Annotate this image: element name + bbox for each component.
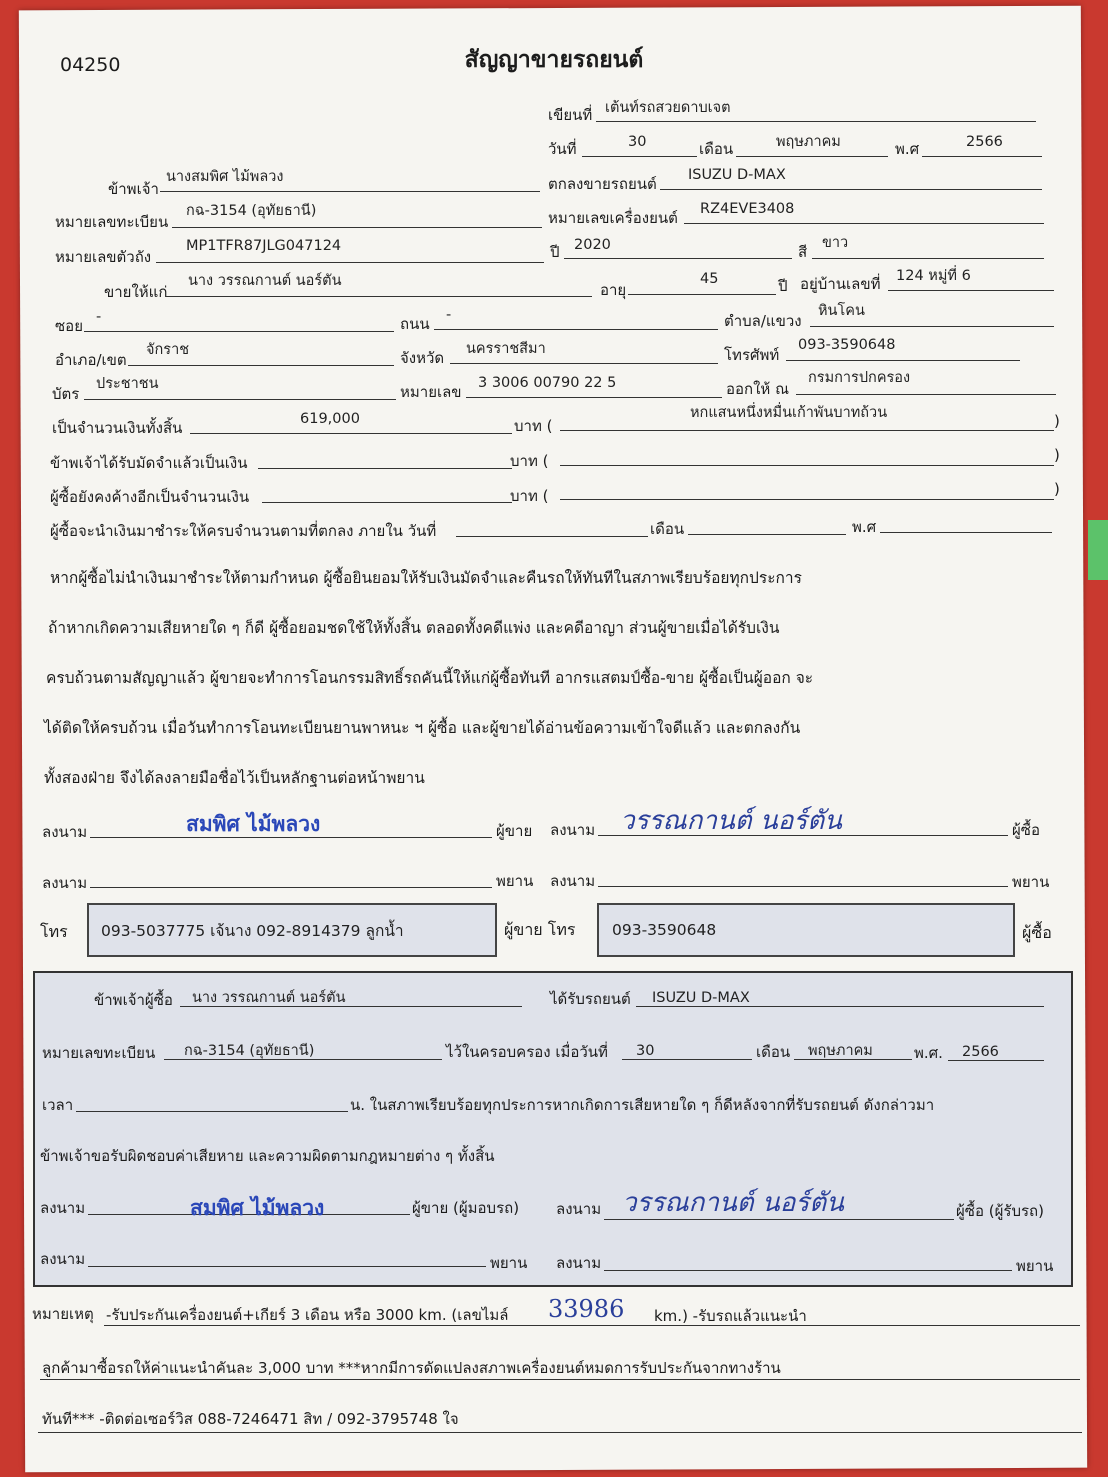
age-unit: ปี [778,277,788,295]
date-label: วันที่ [548,140,577,158]
date-day: 30 [628,134,647,150]
district-label: อำเภอ/เขต [55,351,127,369]
deposit-label: ข้าพเจ้าได้รับมัดจำแล้วเป็นเงิน [50,454,248,472]
remarks-line-3: ทันที*** -ติดต่อเซอร์วิส 088-7246471 สิท / 092-3795748 ใจ [42,1410,459,1428]
subdistrict-label: ตำบล/แขวง [724,312,802,330]
age-label: อายุ [600,281,627,299]
total-words: หกแสนหนึ่งหมื่นเก้าพันบาทถ้วน [690,405,888,421]
chassis-label: หมายเลขตัวถัง [55,248,152,266]
mileage-handwritten: 33986 [548,1295,625,1323]
written-at-value: เต้นท์รถสวยดาบเจต [605,100,731,116]
witness-2-role: พยาน [1012,873,1050,891]
car-model: ISUZU D-MAX [688,167,786,183]
due-month: เดือน [650,520,685,538]
subdistrict-value: หินโคน [818,303,865,319]
receipt-seller-signature: สมพิศ ไม้พลวง [190,1196,325,1220]
sign-label-buyer: ลงนาม [550,821,596,839]
color-label: สี [798,243,808,261]
card-no-value: 3 3006 00790 22 5 [478,375,617,391]
date-month: พฤษภาคม [776,134,841,150]
received-car-label: ได้รับรถยนต์ [550,990,631,1008]
witness-1-role: พยาน [496,872,534,890]
card-no-label: หมายเลข [400,383,462,401]
plate-label: หมายเลขทะเบียน [55,213,169,231]
total-label: เป็นจำนวนเงินทั้งสิ้น [52,419,183,437]
possess-year-label: พ.ศ. [914,1044,943,1062]
due-year: พ.ศ [852,518,877,536]
card-value: ประชาชน [96,376,159,392]
deposit-close: ) [1054,446,1060,464]
possess-month-label: เดือน [756,1043,791,1061]
soi-label: ซอย [55,317,83,335]
terms-line-2: ถ้าหากเกิดความเสียหายใด ๆ ก็ดี ผู้ซื้อยอมชดใช้ให้ทั้งสิ้น ตลอดทั้งคดีแพ่ง และคดีอาญา ส่วนผู้ขายเมื่อได้รับเงิน [48,619,780,637]
receipt-buyer-name: นาง วรรณกานต์ นอร์ตัน [192,990,346,1006]
remarks-label: หมายเหตุ [32,1305,94,1323]
soi-value: - [96,309,102,325]
model-year-label: ปี [550,243,560,261]
color-value: ขาว [822,235,849,251]
buyer-name: นาง วรรณกานต์ นอร์ตัน [188,273,342,289]
district-value: จักราช [146,342,190,358]
phone-value: 093-3590648 [798,337,896,353]
phone-row-label: โทร [40,922,68,941]
due-label: ผู้ซื้อจะนำเงินมาชำระให้ครบจำนวนตามที่ตกลง ภายใน วันที่ [50,522,437,540]
receipt-sign-witness-2-label: ลงนาม [556,1254,602,1272]
buyer-tel-label: ผู้ซื้อ [1022,923,1052,942]
province-label: จังหวัด [400,349,445,367]
plate-value: กฉ-3154 (อุทัยธานี) [186,203,317,219]
year-label: พ.ศ [895,140,920,158]
possess-day: 30 [636,1043,655,1059]
sign-label-witness-2: ลงนาม [550,872,596,890]
receipt-plate: กฉ-3154 (อุทัยธานี) [184,1043,315,1059]
written-at-label: เขียนที่ [548,106,593,124]
model-year-value: 2020 [574,237,611,253]
remarks-line-1a: -รับประกันเครื่องยนต์+เกียร์ 3 เดือน หรือ 3000 km. (เลขไมล์ [106,1306,509,1324]
receipt-buyer-role: ผู้ซื้อ (ผู้รับรถ) [956,1202,1044,1220]
terms-line-4: ได้ติดให้ครบถ้วน เมื่อวันทำการโอนทะเบียนยานพาหนะ ฯ ผู้ซื้อ และผู้ขายได้อ่านข้อความเข้าใจดีแล้ว และตกลงกัน [44,719,801,737]
receipt-buyer-label: ข้าพเจ้าผู้ซื้อ [94,991,173,1009]
sign-label-seller: ลงนาม [42,823,88,841]
possess-month: พฤษภาคม [808,1043,873,1059]
sign-label-witness-1: ลงนาม [42,874,88,892]
condition-text: น. ในสภาพเรียบร้อยทุกประการหากเกิดการเสียหายใด ๆ ก็ดีหลังจากที่รับรถยนต์ ดังกล่าวมา [350,1096,935,1114]
possess-label: ไว้ในครอบครอง เมื่อวันที่ [446,1043,608,1061]
responsibility-text: ข้าพเจ้าขอรับผิดชอบค่าเสียหาย และความผิดตามกฎหมายต่าง ๆ ทั้งสิ้น [40,1147,495,1165]
address-label: อยู่บ้านเลขที่ [800,275,881,293]
terms-line-5: ทั้งสองฝ่าย จึงได้ลงลายมือชื่อไว้เป็นหลักฐานต่อหน้าพยาน [44,769,425,787]
issued-label: ออกให้ ณ [726,380,789,398]
remain-close: ) [1054,480,1060,498]
buyer-signature: วรรณกานต์ นอร์ตัน [620,806,842,836]
possess-year: 2566 [962,1044,999,1060]
total-baht: บาท ( [514,417,553,435]
seller-role: ผู้ขาย [496,822,533,840]
address-value: 124 หมู่ที่ 6 [896,268,971,284]
age-value: 45 [700,271,719,287]
receipt-witness-2-role: พยาน [1016,1257,1054,1275]
seller-label: ข้าพเจ้า [108,180,159,198]
remain-baht: บาท ( [510,487,549,505]
time-label: เวลา [42,1096,74,1114]
seller-name: นางสมพิศ ไม้พลวง [166,169,284,185]
phone-label: โทรศัพท์ [724,346,780,364]
receipt-seller-role: ผู้ขาย (ผู้มอบรถ) [412,1199,520,1217]
card-label: บัตร [52,385,80,403]
receipt-sign-buyer-label: ลงนาม [556,1200,602,1218]
terms-line-3: ครบถ้วนตามสัญญาแล้ว ผู้ขายจะทำการโอนกรรมสิทธิ์รถคันนี้ให้แก่ผู้ซื้อทันที อากรแสตมป์ซื้อ-ขาย ผู้ซื้อเป็นผู้ออก จะ [46,669,814,687]
engine-value: RZ4EVE3408 [700,201,795,217]
buyer-phone: 093-3590648 [612,921,717,939]
vehicle-receipt-box [33,971,1073,1287]
chassis-value: MP1TFR87JLG047124 [186,238,342,254]
receipt-plate-label: หมายเลขทะเบียน [42,1044,156,1062]
receipt-buyer-signature: วรรณกานต์ นอร์ตัน [622,1188,844,1218]
date-year: 2566 [966,134,1003,150]
total-close: ) [1054,412,1060,430]
province-value: นครราชสีมา [466,341,546,357]
remain-label: ผู้ซื้อยังคงค้างอีกเป็นจำนวนเงิน [50,488,250,506]
terms-line-1: หากผู้ซื้อไม่นำเงินมาชำระให้ตามกำหนด ผู้ซื้อยินยอมให้รับเงินมัดจำและคืนรถให้ทันทีในสภาพเรียบร้อยทุกประการ [50,569,802,587]
issued-value: กรมการปกครอง [808,370,911,386]
deposit-baht: บาท ( [510,452,549,470]
document-number: 04250 [60,54,121,76]
remarks-line-2: ลูกค้ามาซื้อรถให้ค่าแนะนำคันละ 3,000 บาท ***หากมีการดัดแปลงสภาพเครื่องยนต์หมดการรับประกันจากทางร้าน [42,1359,781,1377]
remarks-line-1b: km.) -รับรถแล้วแนะนำ [654,1307,807,1325]
receipt-witness-1-role: พยาน [490,1254,528,1272]
receipt-sign-witness-1-label: ลงนาม [40,1250,86,1268]
received-car: ISUZU D-MAX [652,990,750,1006]
seller-phones: 093-5037775 เจ้นาง 092-8914379 ลูกน้ำ [101,922,404,940]
road-value: - [446,307,452,323]
document-title: สัญญาขายรถยนต์ [464,47,644,73]
month-label: เดือน [699,140,734,158]
agree-label: ตกลงขายรถยนต์ [548,175,657,193]
total-value: 619,000 [300,411,360,427]
engine-label: หมายเลขเครื่องยนต์ [548,209,678,227]
road-label: ถนน [400,315,430,333]
receipt-sign-seller-label: ลงนาม [40,1199,86,1217]
buyer-role: ผู้ซื้อ [1012,821,1040,839]
sell-to-label: ขายให้แก่ [104,283,168,301]
seller-tel-label: ผู้ขาย โทร [504,920,576,939]
seller-signature: สมพิศ ไม้พลวง [186,812,321,836]
